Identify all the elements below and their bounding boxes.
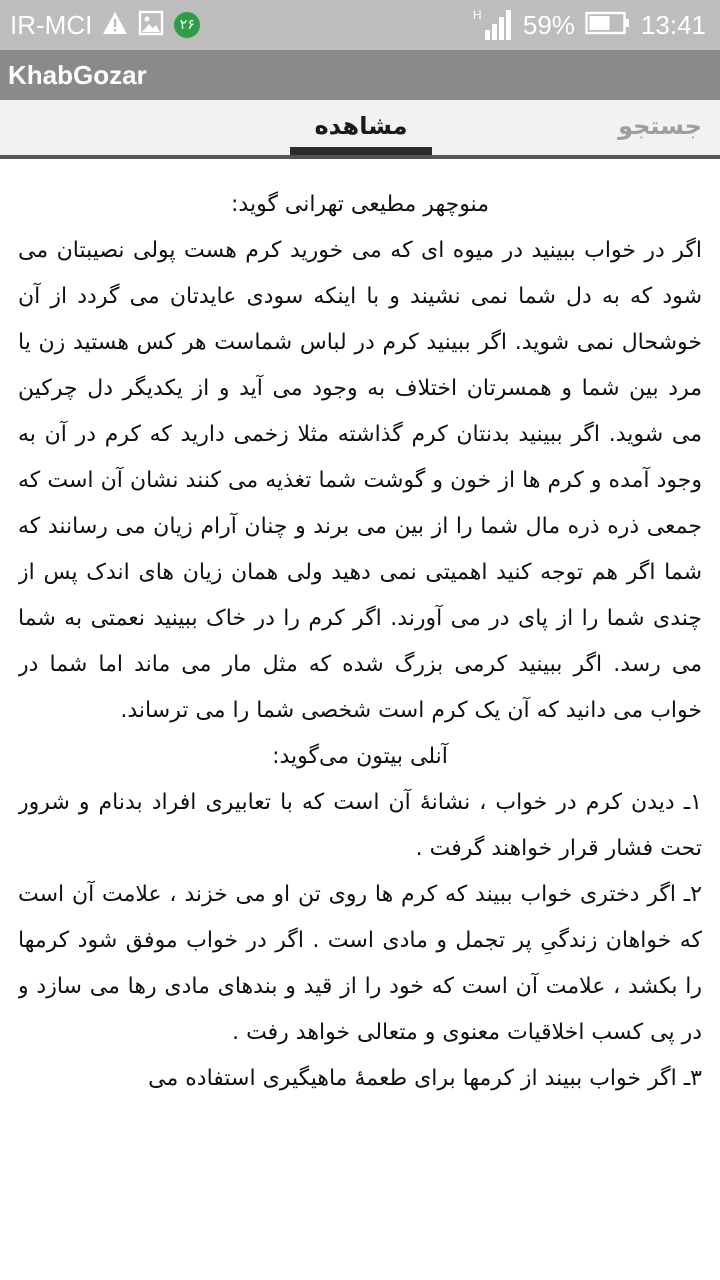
status-right [473,0,706,50]
status-left [10,0,200,50]
carrier-name: IR-MCI [10,9,93,40]
dream-interpretation-text [18,182,702,1280]
notification-badge: ۲۶ [174,12,200,38]
network-type: H [472,8,482,22]
interpretation-item-1: ۱ـ دیدن کرم در خواب ، نشانهٔ آن است که با تعابیری افراد بدنام و شرور تحت فشار قرار خواهند گرفت . [18,790,702,861]
clock: 13:41 [640,9,706,40]
warning-icon [102,11,128,39]
tab-indicator [290,147,432,155]
interpretation-paragraph-1: اگر در خواب ببینید در میوه ای که می خورید کرم هست پولی نصیبتان می شود که به دل شما نمی نشیند و با اینکه سودی عایدتان می گردد از آن خوشحال نمی شوید. اگر ببینید کرم در لباس شماست هر کس هستید زن یا مرد بین شما و همسرتان اختلاف به وجود می آید و از یکدیگر دل چرکین می شوید. اگر ببینید بدنتان کرم گذاشته مثلا زخمی دارید که کرم در آن به وجود آمده و کرم ها از خون و گوشت شما تغذیه می کنند نشان آن است که جمعی ذره ذره مال شما را از بین می برند و چنان آرام زیان می رسانند که شما اگر هم توجه کنید اهمیتی نمی دهید ولی همان زیان های اندک پس از چندی شما را از پای در می آورند. اگر کرم را در خاک ببینید نعمتی به شما می رسد. اگر ببینید کرمی بزرگ شده که مثل مار می ماند اما شما در خواب می دانید که آن یک کرم است شخصی شما را می ترساند. [18,238,702,723]
tab-search[interactable]: جستجو [618,112,702,140]
battery-percent: 59% [522,9,575,40]
section-heading-2: آنلی بیتون می‌گوید: [272,744,448,769]
app-title: KhabGozar [8,60,147,90]
section-heading-1: منوچهر مطیعی تهرانی گوید: [231,192,489,217]
signal-icon [473,8,513,42]
interpretation-item-2: ۲ـ اگر دختری خواب ببیند که کرم ها روی تن او می خزند ، علامت آن است که خواهان زندگیِ پر تجمل و مادی است . اگر در خواب موفق شود کرمها را بکشد ، علامت آن است که خود را از قید و بندهای مادی رها می سازد و در پی کسب اخلاقیات معنوی و متعالی خواهد رفت . [18,882,702,1045]
scroll-fade [0,1236,720,1280]
tab-divider [0,155,720,159]
interpretation-item-3: ۳ـ اگر خواب ببیند از کرمها برای طعمهٔ ماهیگیری استفاده می [148,1066,702,1091]
app-bar [0,50,720,100]
status-bar [0,0,720,50]
tab-view[interactable]: مشاهده [314,112,408,140]
battery-icon [585,11,631,39]
image-icon [138,10,164,40]
